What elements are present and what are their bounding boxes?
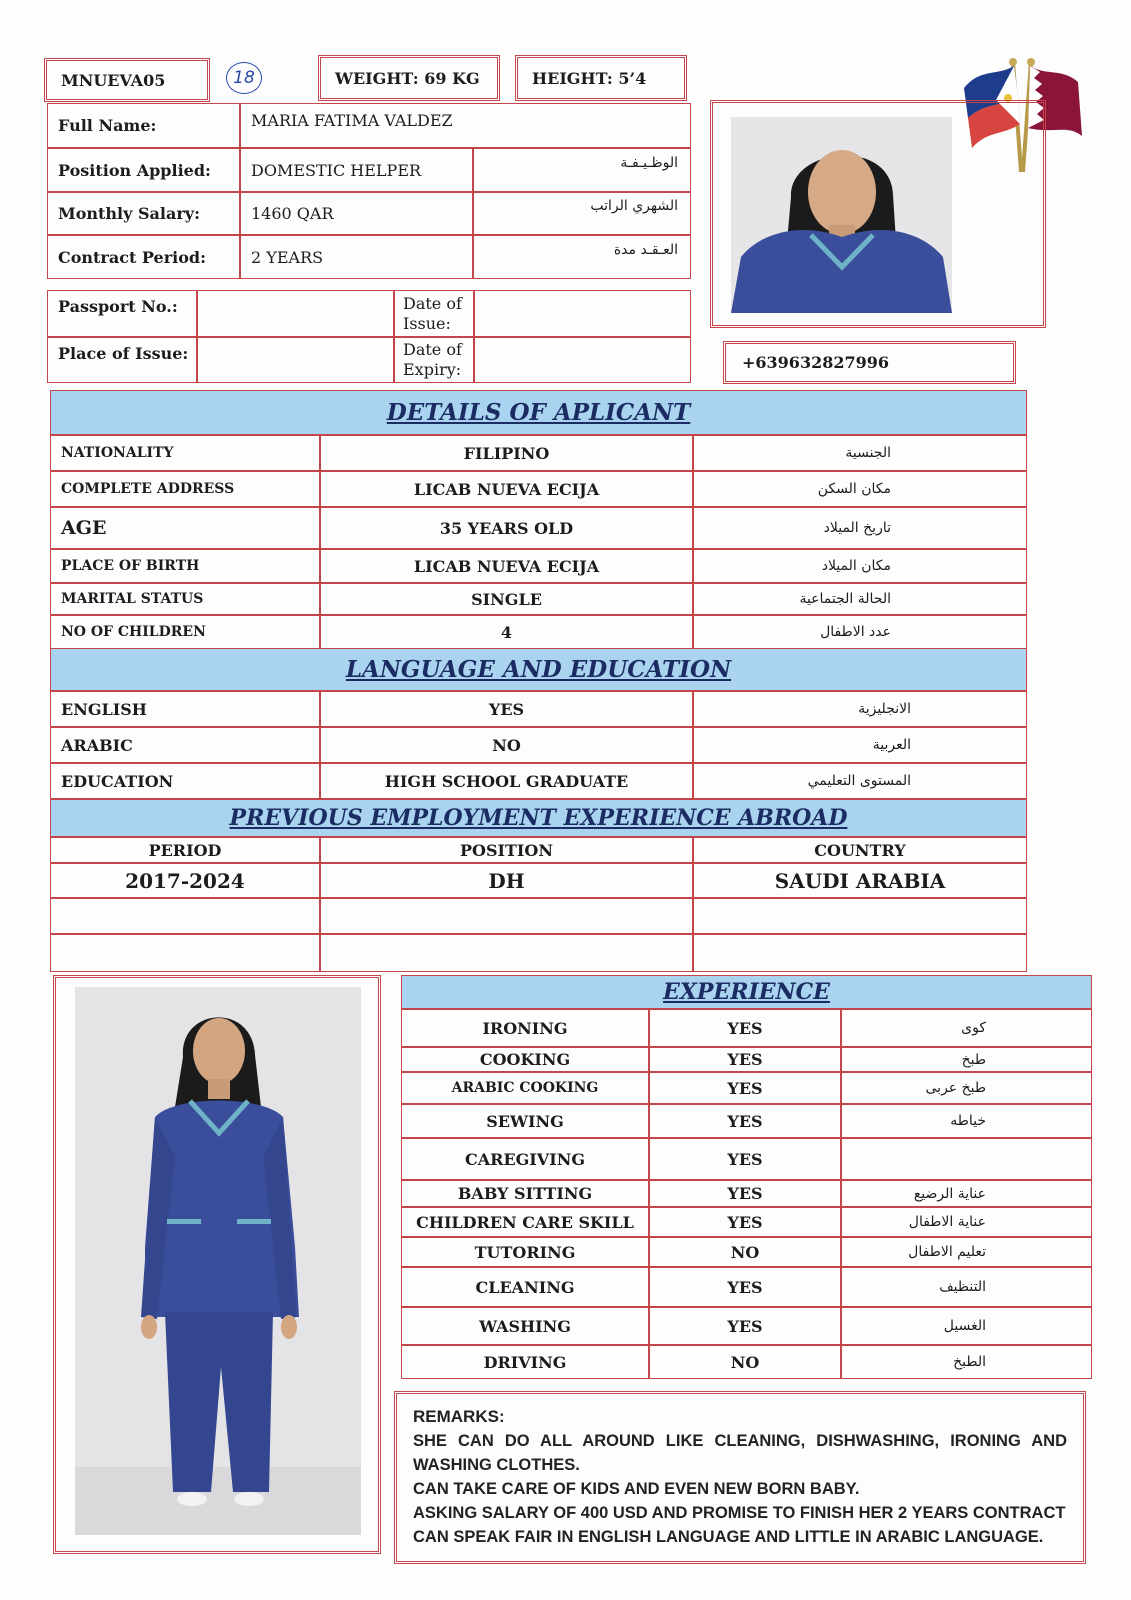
language-label: ENGLISH <box>50 691 320 727</box>
experience-arabic: عناية الاطفال <box>841 1207 1092 1237</box>
experience-value: YES <box>649 1207 841 1237</box>
experience-header <box>401 975 1092 1009</box>
date-of-issue-label: Date of Issue: <box>394 290 474 337</box>
salary-arabic: الشهري الراتب <box>473 192 691 235</box>
experience-arabic: طبخ <box>841 1047 1092 1072</box>
experience-arabic <box>841 1138 1092 1180</box>
details-value: 35 YEARS OLD <box>320 507 693 549</box>
details-value: SINGLE <box>320 583 693 615</box>
salary-label: Monthly Salary: <box>47 192 240 235</box>
place-of-issue-label: Place of Issue: <box>47 337 197 383</box>
employment-title: PREVIOUS EMPLOYMENT EXPERIENCE ABROAD <box>229 805 848 831</box>
details-arabic: مكان السكن <box>693 471 1027 507</box>
experience-arabic: تعليم الاطفال <box>841 1237 1092 1267</box>
language-label: ARABIC <box>50 727 320 763</box>
details-label: PLACE OF BIRTH <box>50 549 320 583</box>
experience-value: YES <box>649 1009 841 1047</box>
experience-value: NO <box>649 1345 841 1379</box>
date-of-expiry-value <box>474 337 691 383</box>
details-arabic: الحالة الجتماعية <box>693 583 1027 615</box>
details-arabic: تاريخ الميلاد <box>693 507 1027 549</box>
details-label: NATIONALITY <box>50 435 320 471</box>
position-arabic: الوظـيـفـة <box>473 148 691 192</box>
details-arabic: عدد الاطفال <box>693 615 1027 649</box>
employment-country <box>693 898 1027 934</box>
language-header <box>50 648 1027 691</box>
weight: WEIGHT: 69 KG <box>335 68 480 88</box>
experience-arabic: كوى <box>841 1009 1092 1047</box>
details-header <box>50 390 1027 435</box>
details-arabic: الجنسية <box>693 435 1027 471</box>
remarks-lines <box>413 1429 1067 1549</box>
experience-arabic: خياطه <box>841 1104 1092 1138</box>
remarks-title: REMARKS: <box>413 1407 505 1426</box>
details-value: 4 <box>320 615 693 649</box>
language-arabic: المستوى التعليمي <box>693 763 1027 799</box>
phone-number: +639632827996 <box>742 353 889 372</box>
date-of-issue-value <box>474 290 691 337</box>
phone-box <box>723 341 1016 384</box>
employment-column-header: COUNTRY <box>693 837 1027 863</box>
full-body-photo <box>75 987 361 1535</box>
experience-skill: IRONING <box>401 1009 649 1047</box>
contract-label: Contract Period: <box>47 235 240 279</box>
experience-title: EXPERIENCE <box>663 979 830 1005</box>
experience-skill: CHILDREN CARE SKILL <box>401 1207 649 1237</box>
experience-value: YES <box>649 1047 841 1072</box>
experience-skill: BABY SITTING <box>401 1180 649 1207</box>
portrait-photo <box>731 117 952 313</box>
experience-skill: COOKING <box>401 1047 649 1072</box>
employment-country: SAUDI ARABIA <box>693 863 1027 898</box>
experience-value: YES <box>649 1180 841 1207</box>
experience-skill: WASHING <box>401 1307 649 1345</box>
experience-arabic: التنظيف <box>841 1267 1092 1307</box>
language-value: YES <box>320 691 693 727</box>
details-title: DETAILS OF APLICANT <box>386 399 691 426</box>
language-arabic: الانجليزية <box>693 691 1027 727</box>
applicant-code: MNUEVA05 <box>61 70 166 90</box>
employment-period: 2017-2024 <box>50 863 320 898</box>
remarks-line: ASKING SALARY OF 400 USD AND PROMISE TO FINISH HER 2 YEARS CONTRACT <box>413 1504 1066 1522</box>
details-value: FILIPINO <box>320 435 693 471</box>
remarks-content <box>413 1405 1067 1549</box>
language-arabic: العربية <box>693 727 1027 763</box>
position-value: DOMESTIC HELPER <box>240 148 473 192</box>
experience-skill: CLEANING <box>401 1267 649 1307</box>
full-name-label: Full Name: <box>47 103 240 148</box>
remarks-line: WASHING CLOTHES. <box>413 1456 580 1474</box>
experience-skill: DRIVING <box>401 1345 649 1379</box>
experience-value: YES <box>649 1267 841 1307</box>
language-title: LANGUAGE AND EDUCATION <box>345 656 732 683</box>
employment-country <box>693 934 1027 972</box>
details-label: AGE <box>50 507 320 549</box>
experience-value: YES <box>649 1307 841 1345</box>
contract-value: 2 YEARS <box>240 235 473 279</box>
employment-position: DH <box>320 863 693 898</box>
experience-arabic: طبخ عربى <box>841 1072 1092 1104</box>
weight-box <box>318 55 500 101</box>
experience-skill: ARABIC COOKING <box>401 1072 649 1104</box>
height-box <box>515 55 687 101</box>
height: HEIGHT: 5’4 <box>532 68 647 88</box>
experience-value: YES <box>649 1104 841 1138</box>
position-label: Position Applied: <box>47 148 240 192</box>
remarks-line: CAN SPEAK FAIR IN ENGLISH LANGUAGE AND LITTLE IN ARABIC LANGUAGE. <box>413 1528 1044 1546</box>
experience-value: NO <box>649 1237 841 1267</box>
remarks-line: CAN TAKE CARE OF KIDS AND EVEN NEW BORN BABY. <box>413 1480 860 1498</box>
handwritten-number: 18 <box>226 62 262 94</box>
details-arabic: مكان الميلاد <box>693 549 1027 583</box>
language-value: NO <box>320 727 693 763</box>
experience-arabic: عناية الرضيع <box>841 1180 1092 1207</box>
employment-column-header: PERIOD <box>50 837 320 863</box>
experience-arabic: الطبخ <box>841 1345 1092 1379</box>
details-label: COMPLETE ADDRESS <box>50 471 320 507</box>
remarks-line: SHE CAN DO ALL AROUND LIKE CLEANING, DISHWASHING, IRONING AND <box>413 1432 1067 1450</box>
employment-position <box>320 898 693 934</box>
experience-skill: CAREGIVING <box>401 1138 649 1180</box>
employment-column-header: POSITION <box>320 837 693 863</box>
salary-value: 1460 QAR <box>240 192 473 235</box>
passport-no-label: Passport No.: <box>47 290 197 337</box>
language-value: HIGH SCHOOL GRADUATE <box>320 763 693 799</box>
contract-arabic: العـقـد مدة <box>473 235 691 279</box>
language-label: EDUCATION <box>50 763 320 799</box>
employment-position <box>320 934 693 972</box>
place-of-issue-value <box>197 337 394 383</box>
employment-period <box>50 898 320 934</box>
experience-value: YES <box>649 1072 841 1104</box>
experience-skill: SEWING <box>401 1104 649 1138</box>
full-name-value: MARIA FATIMA VALDEZ <box>240 103 691 148</box>
experience-skill: TUTORING <box>401 1237 649 1267</box>
employment-header <box>50 799 1027 837</box>
details-value: LICAB NUEVA ECIJA <box>320 549 693 583</box>
details-value: LICAB NUEVA ECIJA <box>320 471 693 507</box>
experience-arabic: الغسيل <box>841 1307 1092 1345</box>
employment-period <box>50 934 320 972</box>
details-label: MARITAL STATUS <box>50 583 320 615</box>
details-label: NO OF CHILDREN <box>50 615 320 649</box>
code-box <box>44 58 210 102</box>
passport-no-value <box>197 290 394 337</box>
date-of-expiry-label: Date of Expiry: <box>394 337 474 383</box>
experience-value: YES <box>649 1138 841 1180</box>
